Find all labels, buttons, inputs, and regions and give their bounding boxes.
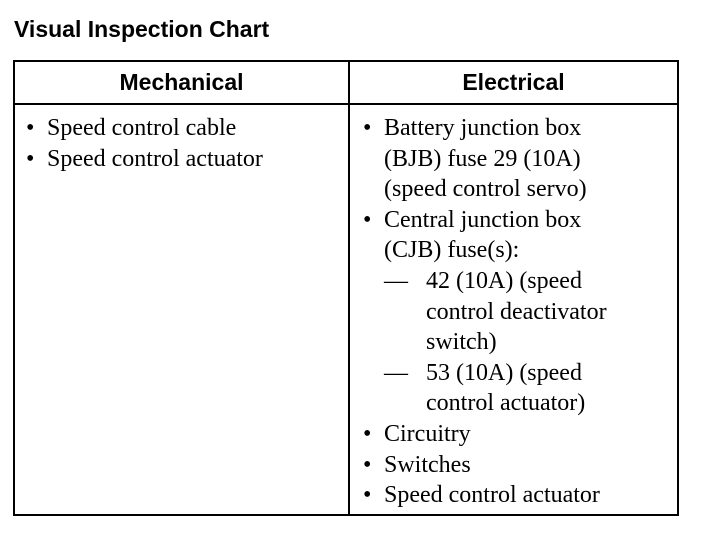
page-title: Visual Inspection Chart — [14, 16, 270, 42]
mechanical-column-cell — [23, 113, 343, 174]
sub-item-text: control actuator) — [426, 390, 586, 417]
list-item — [360, 205, 676, 419]
sub-item-text: 53 (10A) (speed — [426, 359, 582, 386]
item-text: Speed control actuator — [47, 145, 263, 172]
bullet-icon: • — [363, 482, 372, 509]
bullet-icon: • — [26, 145, 35, 172]
dash-icon: — — [384, 267, 408, 294]
item-text: Speed control cable — [47, 115, 237, 141]
item-text: Switches — [384, 451, 471, 478]
sub-item-text: 42 (10A) (speed — [426, 267, 582, 294]
electrical-column-cell — [360, 113, 676, 511]
bullet-icon: • — [363, 451, 372, 478]
item-text: Circuitry — [384, 420, 471, 447]
item-text: Central junction box — [384, 206, 582, 233]
sub-item-text: control deactivator — [426, 298, 607, 325]
list-item — [360, 113, 676, 205]
item-text: (BJB) fuse 29 (10A) — [384, 145, 581, 172]
fuse-sub-list — [384, 266, 676, 419]
bullet-icon: • — [363, 420, 372, 447]
list-item — [23, 113, 343, 144]
sub-list-item — [384, 358, 676, 419]
list-item — [360, 450, 676, 481]
sub-item-text: switch) — [426, 329, 497, 356]
list-item — [360, 480, 676, 511]
table-header-row — [15, 62, 677, 105]
list-item — [360, 419, 676, 450]
electrical-column-header: Electrical — [462, 69, 565, 95]
sub-list-item — [384, 266, 676, 358]
mechanical-column-header: Mechanical — [119, 69, 244, 95]
list-item — [23, 144, 343, 175]
bullet-icon: • — [363, 115, 372, 141]
bullet-icon: • — [26, 115, 35, 141]
electrical-item-list — [360, 113, 676, 511]
dash-icon: — — [384, 359, 408, 386]
column-divider — [348, 62, 350, 514]
item-text: (speed control servo) — [384, 176, 587, 203]
mechanical-item-list — [23, 113, 343, 174]
visual-inspection-table — [13, 60, 679, 516]
item-text: Speed control actuator — [384, 482, 600, 509]
item-text: (CJB) fuse(s): — [384, 237, 520, 264]
bullet-icon: • — [363, 206, 372, 233]
item-text: Battery junction box — [384, 115, 582, 141]
